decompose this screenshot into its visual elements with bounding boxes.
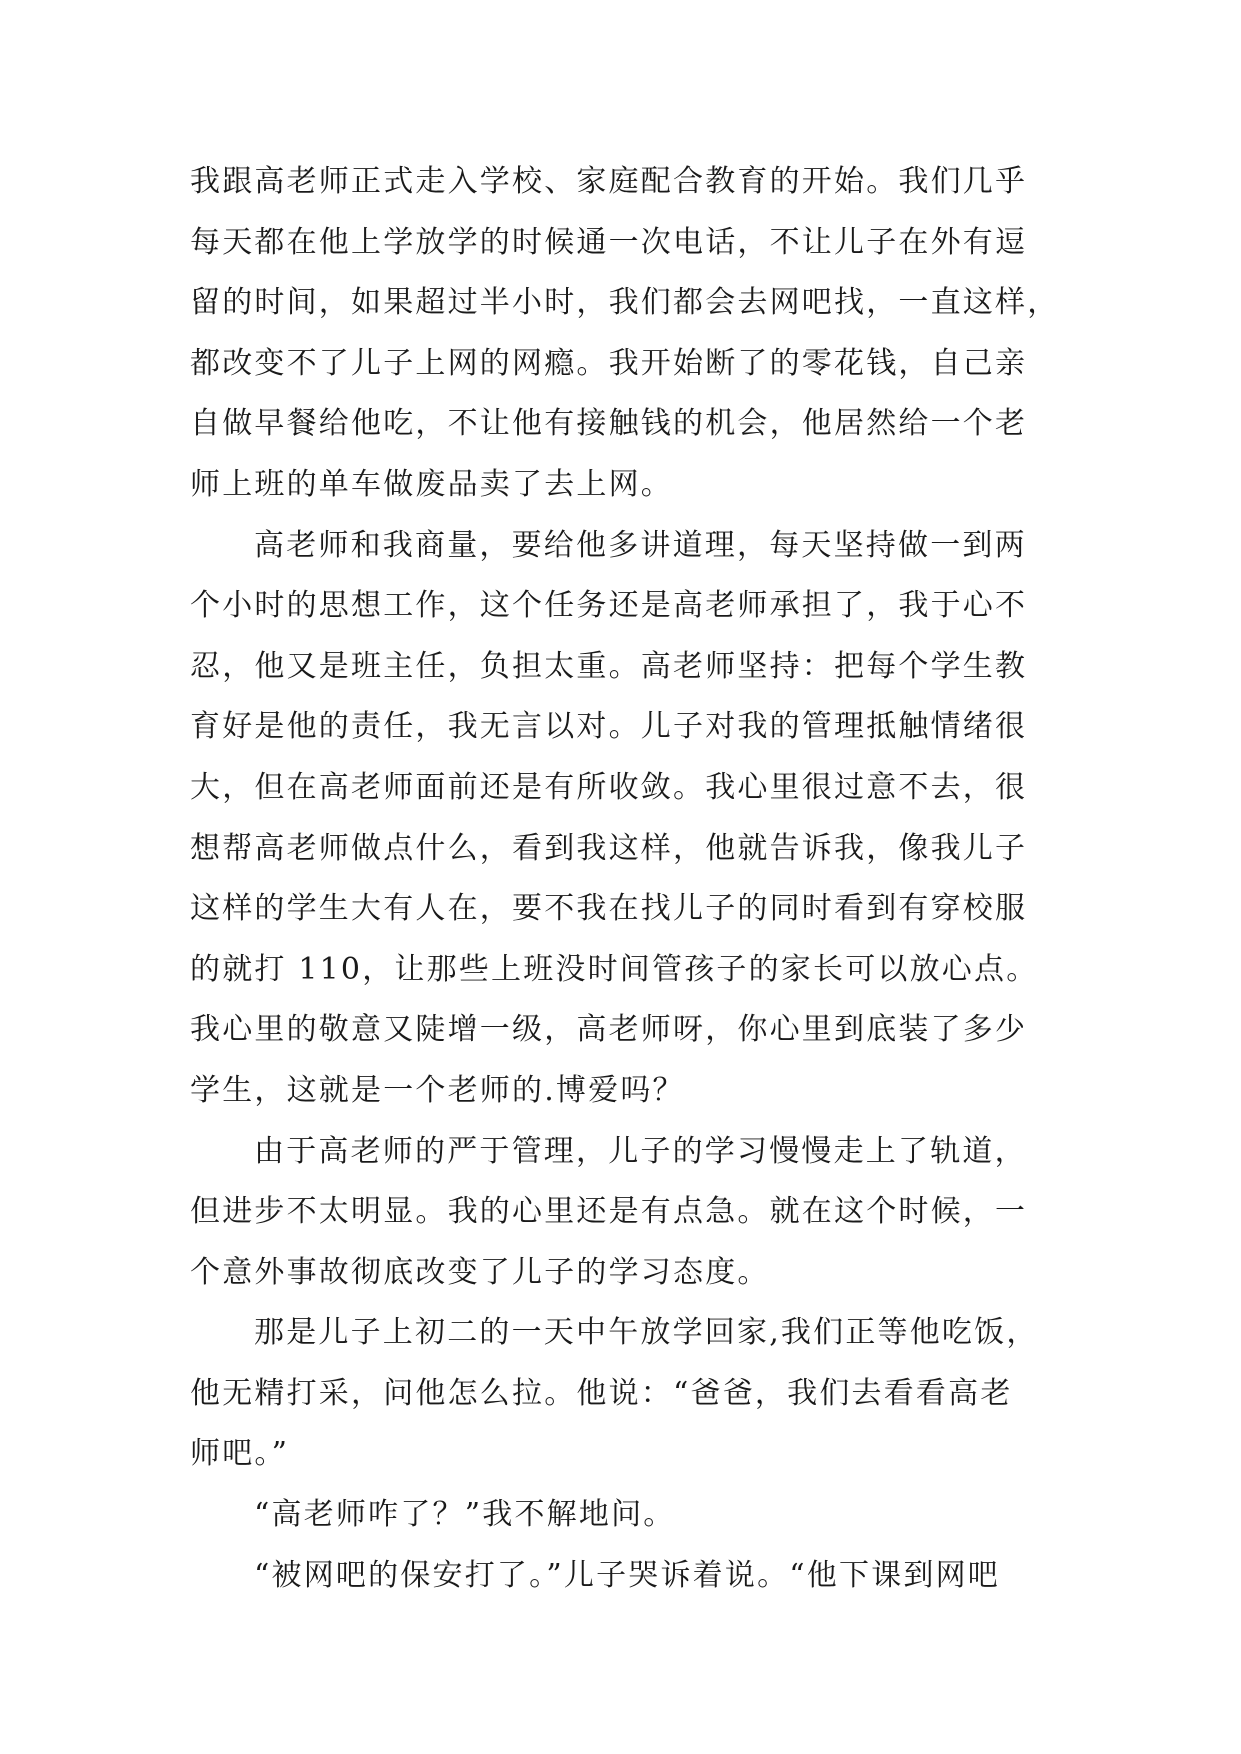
text-line: 个小时的思想工作，这个任务还是高老师承担了，我于心不 — [190, 588, 1028, 624]
text-line: 我跟高老师正式走入学校、家庭配合教育的开始。我们几乎 — [190, 164, 1028, 199]
text-line: 高老师和我商量，要给他多讲道理，每天坚持做一到两 — [254, 527, 1027, 563]
text-line: 那是儿子上初二的一天中午放学回家,我们正等他吃饭， — [254, 1315, 1039, 1351]
text-line: “被网吧的保安打了。”儿子哭诉着说。“他下课到网吧 — [254, 1557, 1001, 1593]
text-line: 师吧。” — [190, 1436, 290, 1472]
text-line: 留的时间，如果超过半小时，我们都会去网吧找，一直这样， — [190, 285, 1060, 321]
text-line: 我心里的敬意又陡增一级，高老师呀，你心里到底装了多少 — [190, 1012, 1028, 1048]
text-line: 学生，这就是一个老师的.博爱吗？ — [190, 1072, 685, 1108]
text-line: 由于高老师的严于管理，儿子的学习慢慢走上了轨道， — [254, 1133, 1027, 1169]
text-line: 忍，他又是班主任，负担太重。高老师坚持：把每个学生教 — [190, 648, 1028, 684]
text-line: 这样的学生大有人在，要不我在找儿子的同时看到有穿校服 — [190, 891, 1028, 927]
text-line: 都改变不了儿子上网的网瘾。我开始断了的零花钱，自己亲 — [190, 345, 1028, 381]
text-line: 大，但在高老师面前还是有所收敛。我心里很过意不去，很 — [190, 769, 1028, 805]
text-line: 自做早餐给他吃，不让他有接触钱的机会，他居然给一个老 — [190, 406, 1028, 442]
text-line: 他无精打采，问他怎么拉。他说：“爸爸，我们去看看高老 — [190, 1375, 1013, 1411]
text-line: 但进步不太明显。我的心里还是有点急。就在这个时候，一 — [190, 1194, 1028, 1230]
text-line: 的就打 110，让那些上班没时间管孩子的家长可以放心点。 — [190, 951, 1039, 987]
text-line: 师上班的单车做废品卖了去上网。 — [190, 466, 673, 502]
text-line: “高老师咋了？”我不解地问。 — [254, 1497, 676, 1533]
text-line: 个意外事故彻底改变了儿子的学习态度。 — [190, 1254, 770, 1290]
text-line: 育好是他的责任，我无言以对。儿子对我的管理抵触情绪很 — [190, 709, 1028, 745]
text-line: 每天都在他上学放学的时候通一次电话，不让儿子在外有逗 — [190, 224, 1028, 260]
text-line: 想帮高老师做点什么，看到我这样，他就告诉我，像我儿子 — [190, 830, 1028, 866]
body-text — [190, 152, 1070, 1606]
